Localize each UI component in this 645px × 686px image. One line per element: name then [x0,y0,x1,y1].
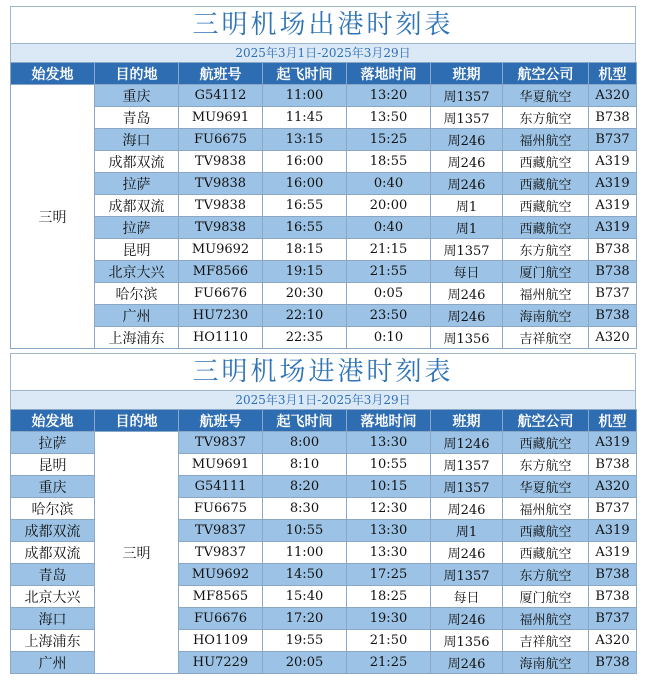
arrival-time-cell: 21:55 [347,261,431,283]
departure-time-cell: 11:45 [263,107,347,129]
aircraft-cell: B738 [589,239,637,261]
flight-no-cell: MF8565 [179,586,263,608]
flight-no-cell: HU7229 [179,652,263,674]
aircraft-cell: A319 [589,542,637,564]
aircraft-cell: A319 [589,173,637,195]
col-header-airline: 航空公司 [503,410,589,432]
departures-date-range: 2025年3月1日-2025年3月29日 [10,43,636,62]
col-header-airline: 航空公司 [503,63,589,85]
table-row [11,432,637,454]
departure-time-cell: 11:00 [263,85,347,107]
schedule-cell: 周246 [431,283,503,305]
departures-title: 三明机场出港时刻表 [10,6,636,43]
schedule-cell: 周1357 [431,476,503,498]
flight-no-cell: FU6676 [179,283,263,305]
flight-no-cell: TV9838 [179,217,263,239]
schedule-cell: 周246 [431,151,503,173]
aircraft-cell: B738 [589,586,637,608]
origin-cell: 重庆 [11,476,95,498]
col-header-departure-time: 起飞时间 [263,410,347,432]
airline-cell: 厦门航空 [503,261,589,283]
table-row [11,151,637,173]
airline-cell: 西藏航空 [503,432,589,454]
aircraft-cell: A320 [589,476,637,498]
flight-no-cell: TV9837 [179,542,263,564]
arrivals-date-range: 2025年3月1日-2025年3月29日 [10,390,636,409]
col-header-destination: 目的地 [95,63,179,85]
airline-cell: 东方航空 [503,239,589,261]
origin-cell: 拉萨 [11,432,95,454]
aircraft-cell: B738 [589,564,637,586]
col-header-arrival-time: 落地时间 [347,410,431,432]
origin-cell: 上海浦东 [11,630,95,652]
table-row [11,173,637,195]
arrival-time-cell: 23:50 [347,305,431,327]
airline-cell: 福州航空 [503,498,589,520]
airline-cell: 厦门航空 [503,586,589,608]
schedule-cell: 周246 [431,498,503,520]
airline-cell: 西藏航空 [503,542,589,564]
destination-cell: 广州 [95,305,179,327]
table-row [11,195,637,217]
schedule-cell: 周246 [431,608,503,630]
origin-cell: 海口 [11,608,95,630]
aircraft-cell: B738 [589,305,637,327]
destination-cell: 成都双流 [95,195,179,217]
flight-no-cell: G54111 [179,476,263,498]
airline-cell: 福州航空 [503,608,589,630]
destination-cell: 海口 [95,129,179,151]
flight-no-cell: MU9691 [179,107,263,129]
table-row [11,283,637,305]
flight-no-cell: FU6675 [179,498,263,520]
airline-cell: 吉祥航空 [503,327,589,349]
airline-cell: 吉祥航空 [503,630,589,652]
airline-cell: 西藏航空 [503,151,589,173]
flight-no-cell: MU9692 [179,239,263,261]
arrival-time-cell: 13:20 [347,85,431,107]
departure-time-cell: 8:30 [263,498,347,520]
departure-time-cell: 19:15 [263,261,347,283]
destination-cell: 上海浦东 [95,327,179,349]
destination-cell: 拉萨 [95,173,179,195]
origin-cell: 哈尔滨 [11,498,95,520]
table-row [11,107,637,129]
schedule-cell: 周1357 [431,454,503,476]
col-header-arrival-time: 落地时间 [347,63,431,85]
flight-no-cell: HU7230 [179,305,263,327]
origin-cell: 成都双流 [11,542,95,564]
aircraft-cell: A319 [589,195,637,217]
destination-cell: 拉萨 [95,217,179,239]
origin-cell: 广州 [11,652,95,674]
airline-cell: 西藏航空 [503,173,589,195]
airline-cell: 西藏航空 [503,217,589,239]
aircraft-cell: B737 [589,283,637,305]
departure-time-cell: 11:00 [263,542,347,564]
aircraft-cell: A319 [589,520,637,542]
schedule-cell: 周1246 [431,432,503,454]
aircraft-cell: B738 [589,261,637,283]
flight-no-cell: FU6676 [179,608,263,630]
aircraft-cell: A319 [589,217,637,239]
arrival-time-cell: 0:40 [347,173,431,195]
departure-time-cell: 16:55 [263,195,347,217]
departures-table [10,62,637,349]
departure-time-cell: 16:00 [263,173,347,195]
aircraft-cell: A319 [589,432,637,454]
arrival-time-cell: 0:40 [347,217,431,239]
arrival-time-cell: 10:55 [347,454,431,476]
aircraft-cell: A320 [589,85,637,107]
aircraft-cell: A319 [589,151,637,173]
col-header-origin: 始发地 [11,63,95,85]
aircraft-cell: A320 [589,630,637,652]
arrival-time-cell: 19:30 [347,608,431,630]
flight-no-cell: TV9837 [179,520,263,542]
schedule-cell: 每日 [431,261,503,283]
schedule-cell: 周1 [431,520,503,542]
airline-cell: 华夏航空 [503,85,589,107]
schedule-cell: 每日 [431,586,503,608]
aircraft-cell: B737 [589,498,637,520]
airline-cell: 东方航空 [503,454,589,476]
destination-cell: 北京大兴 [95,261,179,283]
arrivals-title: 三明机场进港时刻表 [10,353,636,390]
arrival-time-cell: 10:15 [347,476,431,498]
arrival-time-cell: 13:30 [347,520,431,542]
flight-no-cell: FU6675 [179,129,263,151]
destination-cell: 成都双流 [95,151,179,173]
airline-cell: 海南航空 [503,305,589,327]
arrival-time-cell: 21:15 [347,239,431,261]
airline-cell: 海南航空 [503,652,589,674]
table-row [11,327,637,349]
flight-no-cell: MU9691 [179,454,263,476]
flight-no-cell: TV9838 [179,173,263,195]
destination-cell: 青岛 [95,107,179,129]
schedule-cell: 周1357 [431,564,503,586]
airline-cell: 东方航空 [503,107,589,129]
airline-cell: 东方航空 [503,564,589,586]
arrival-time-cell: 0:10 [347,327,431,349]
departure-time-cell: 18:15 [263,239,347,261]
flight-no-cell: MF8566 [179,261,263,283]
airline-cell: 华夏航空 [503,476,589,498]
arrivals-table [10,409,637,674]
arrival-time-cell: 21:50 [347,630,431,652]
airline-cell: 西藏航空 [503,520,589,542]
col-header-flight-no: 航班号 [179,63,263,85]
departure-time-cell: 20:30 [263,283,347,305]
col-header-schedule: 班期 [431,63,503,85]
departure-time-cell: 19:55 [263,630,347,652]
table-row [11,239,637,261]
departure-time-cell: 10:55 [263,520,347,542]
schedule-cell: 周1357 [431,85,503,107]
airline-cell: 福州航空 [503,129,589,151]
flight-no-cell: G54112 [179,85,263,107]
destination-merged-cell: 三明 [95,432,179,674]
arrival-time-cell: 0:05 [347,283,431,305]
destination-cell: 昆明 [95,239,179,261]
col-header-aircraft: 机型 [589,63,637,85]
schedule-cell: 周246 [431,305,503,327]
aircraft-cell: B737 [589,608,637,630]
origin-merged-cell: 三明 [11,85,95,349]
table-row [11,261,637,283]
col-header-origin: 始发地 [11,410,95,432]
table-row [11,85,637,107]
flight-no-cell: TV9838 [179,151,263,173]
schedule-cell: 周1356 [431,630,503,652]
arrival-time-cell: 20:00 [347,195,431,217]
departure-time-cell: 8:10 [263,454,347,476]
schedule-cell: 周1357 [431,107,503,129]
table-row [11,129,637,151]
departure-time-cell: 13:15 [263,129,347,151]
departure-time-cell: 8:00 [263,432,347,454]
departure-time-cell: 15:40 [263,586,347,608]
departure-time-cell: 14:50 [263,564,347,586]
flight-no-cell: TV9837 [179,432,263,454]
aircraft-cell: B738 [589,454,637,476]
col-header-schedule: 班期 [431,410,503,432]
arrival-time-cell: 21:25 [347,652,431,674]
flight-no-cell: HO1109 [179,630,263,652]
departure-time-cell: 17:20 [263,608,347,630]
arrival-time-cell: 18:25 [347,586,431,608]
flight-no-cell: TV9838 [179,195,263,217]
col-header-departure-time: 起飞时间 [263,63,347,85]
arrival-time-cell: 13:30 [347,432,431,454]
origin-cell: 成都双流 [11,520,95,542]
schedule-cell: 周246 [431,542,503,564]
arrival-time-cell: 18:55 [347,151,431,173]
airline-cell: 福州航空 [503,283,589,305]
schedule-cell: 周1357 [431,239,503,261]
table-row [11,305,637,327]
header-row [11,410,637,432]
airline-cell: 西藏航空 [503,195,589,217]
flight-no-cell: MU9692 [179,564,263,586]
col-header-aircraft: 机型 [589,410,637,432]
schedule-cell: 周1356 [431,327,503,349]
aircraft-cell: B738 [589,107,637,129]
schedule-cell: 周246 [431,173,503,195]
col-header-destination: 目的地 [95,410,179,432]
timetable-page [10,6,636,674]
destination-cell: 重庆 [95,85,179,107]
aircraft-cell: A320 [589,327,637,349]
aircraft-cell: B738 [589,652,637,674]
schedule-cell: 周246 [431,129,503,151]
schedule-cell: 周246 [431,652,503,674]
origin-cell: 青岛 [11,564,95,586]
departure-time-cell: 16:00 [263,151,347,173]
arrival-time-cell: 13:30 [347,542,431,564]
aircraft-cell: B737 [589,129,637,151]
origin-cell: 北京大兴 [11,586,95,608]
col-header-flight-no: 航班号 [179,410,263,432]
departure-time-cell: 8:20 [263,476,347,498]
header-row [11,63,637,85]
origin-cell: 昆明 [11,454,95,476]
table-row [11,217,637,239]
arrival-time-cell: 12:30 [347,498,431,520]
destination-cell: 哈尔滨 [95,283,179,305]
departure-time-cell: 20:05 [263,652,347,674]
schedule-cell: 周1 [431,217,503,239]
flight-no-cell: HO1110 [179,327,263,349]
schedule-cell: 周1 [431,195,503,217]
arrival-time-cell: 15:25 [347,129,431,151]
departure-time-cell: 22:10 [263,305,347,327]
departure-time-cell: 22:35 [263,327,347,349]
arrival-time-cell: 13:50 [347,107,431,129]
departure-time-cell: 16:55 [263,217,347,239]
arrival-time-cell: 17:25 [347,564,431,586]
